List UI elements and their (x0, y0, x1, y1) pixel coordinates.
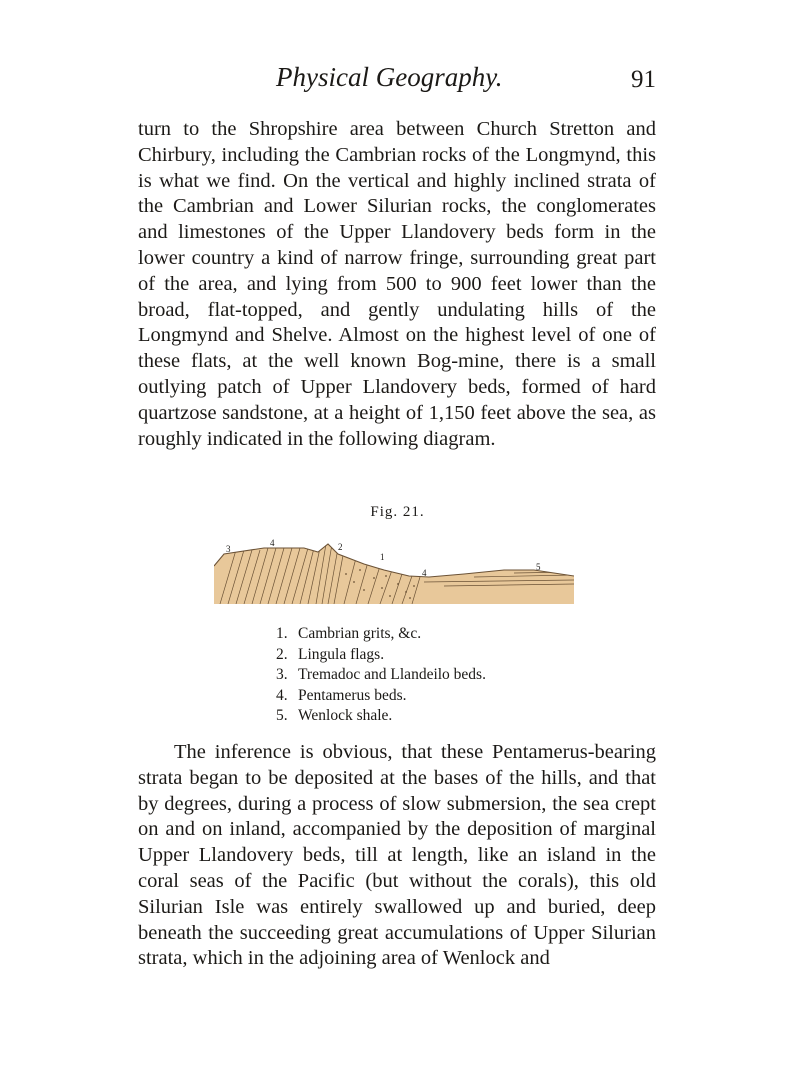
geological-section-diagram (214, 530, 574, 610)
ground-fill (214, 544, 574, 604)
running-title: Physical Geography. (276, 62, 503, 92)
figure-legend (276, 624, 486, 727)
legend-item: 3. Tremadoc and Llandeilo beds. (276, 666, 486, 683)
legend-item: 1. Cambrian grits, &c. (276, 625, 422, 642)
page-header (140, 62, 656, 102)
section-label: 4 (270, 538, 275, 548)
legend-item: 5. Wenlock shale. (276, 707, 393, 724)
section-label: 2 (338, 542, 343, 552)
figure-caption: Fig. 21. (370, 504, 425, 520)
paragraph-2: The inference is obvious, that these Pentamerus-bearing strata began to be deposited at the bases of the hills, and that by degrees, during a process of slow submersion, the sea crept on and on inland, accompanied by the deposition of marginal Upper Llandovery beds, till at length, like an island in the coral seas of the Pacific (but without the corals), this old Silurian Isle was entirely swallowed up and buried, deep beneath the succeeding great accumulations of Upper Silurian strata, which in the adjoining area of Wenlock and (138, 741, 656, 970)
section-label: 1 (380, 552, 385, 562)
section-label: 4 (422, 568, 427, 578)
section-label: 5 (536, 562, 541, 572)
legend-item: 2. Lingula flags. (276, 645, 385, 663)
legend-item: 4. Pentamerus beds. (276, 686, 407, 704)
paragraph-1: turn to the Shropshire area between Church Stretton and Chirbury, including the Cambrian rocks of the Longmynd, this is what we find. On the vertical and highly inclined strata of the Cambrian and Lower Silurian rocks, the conglomerates and limestones of the Upper Llandovery beds form in the lower country a kind of narrow fringe, surrounding great part of the area, and lying from 500 to 900 feet lower than the broad, flat-topped, and gently undulating hills of the Longmynd and Shelve. Almost on the highest level of one of these flats, at the well known Bog-mine, there is a small outlying patch of Upper Llandovery beds, formed of hard quartzose sandstone, at a height of 1,150 feet above the sea, as roughly indicated in the following diagram. (138, 118, 656, 450)
section-label: 3 (226, 544, 231, 554)
page-number: 91 (631, 66, 656, 93)
